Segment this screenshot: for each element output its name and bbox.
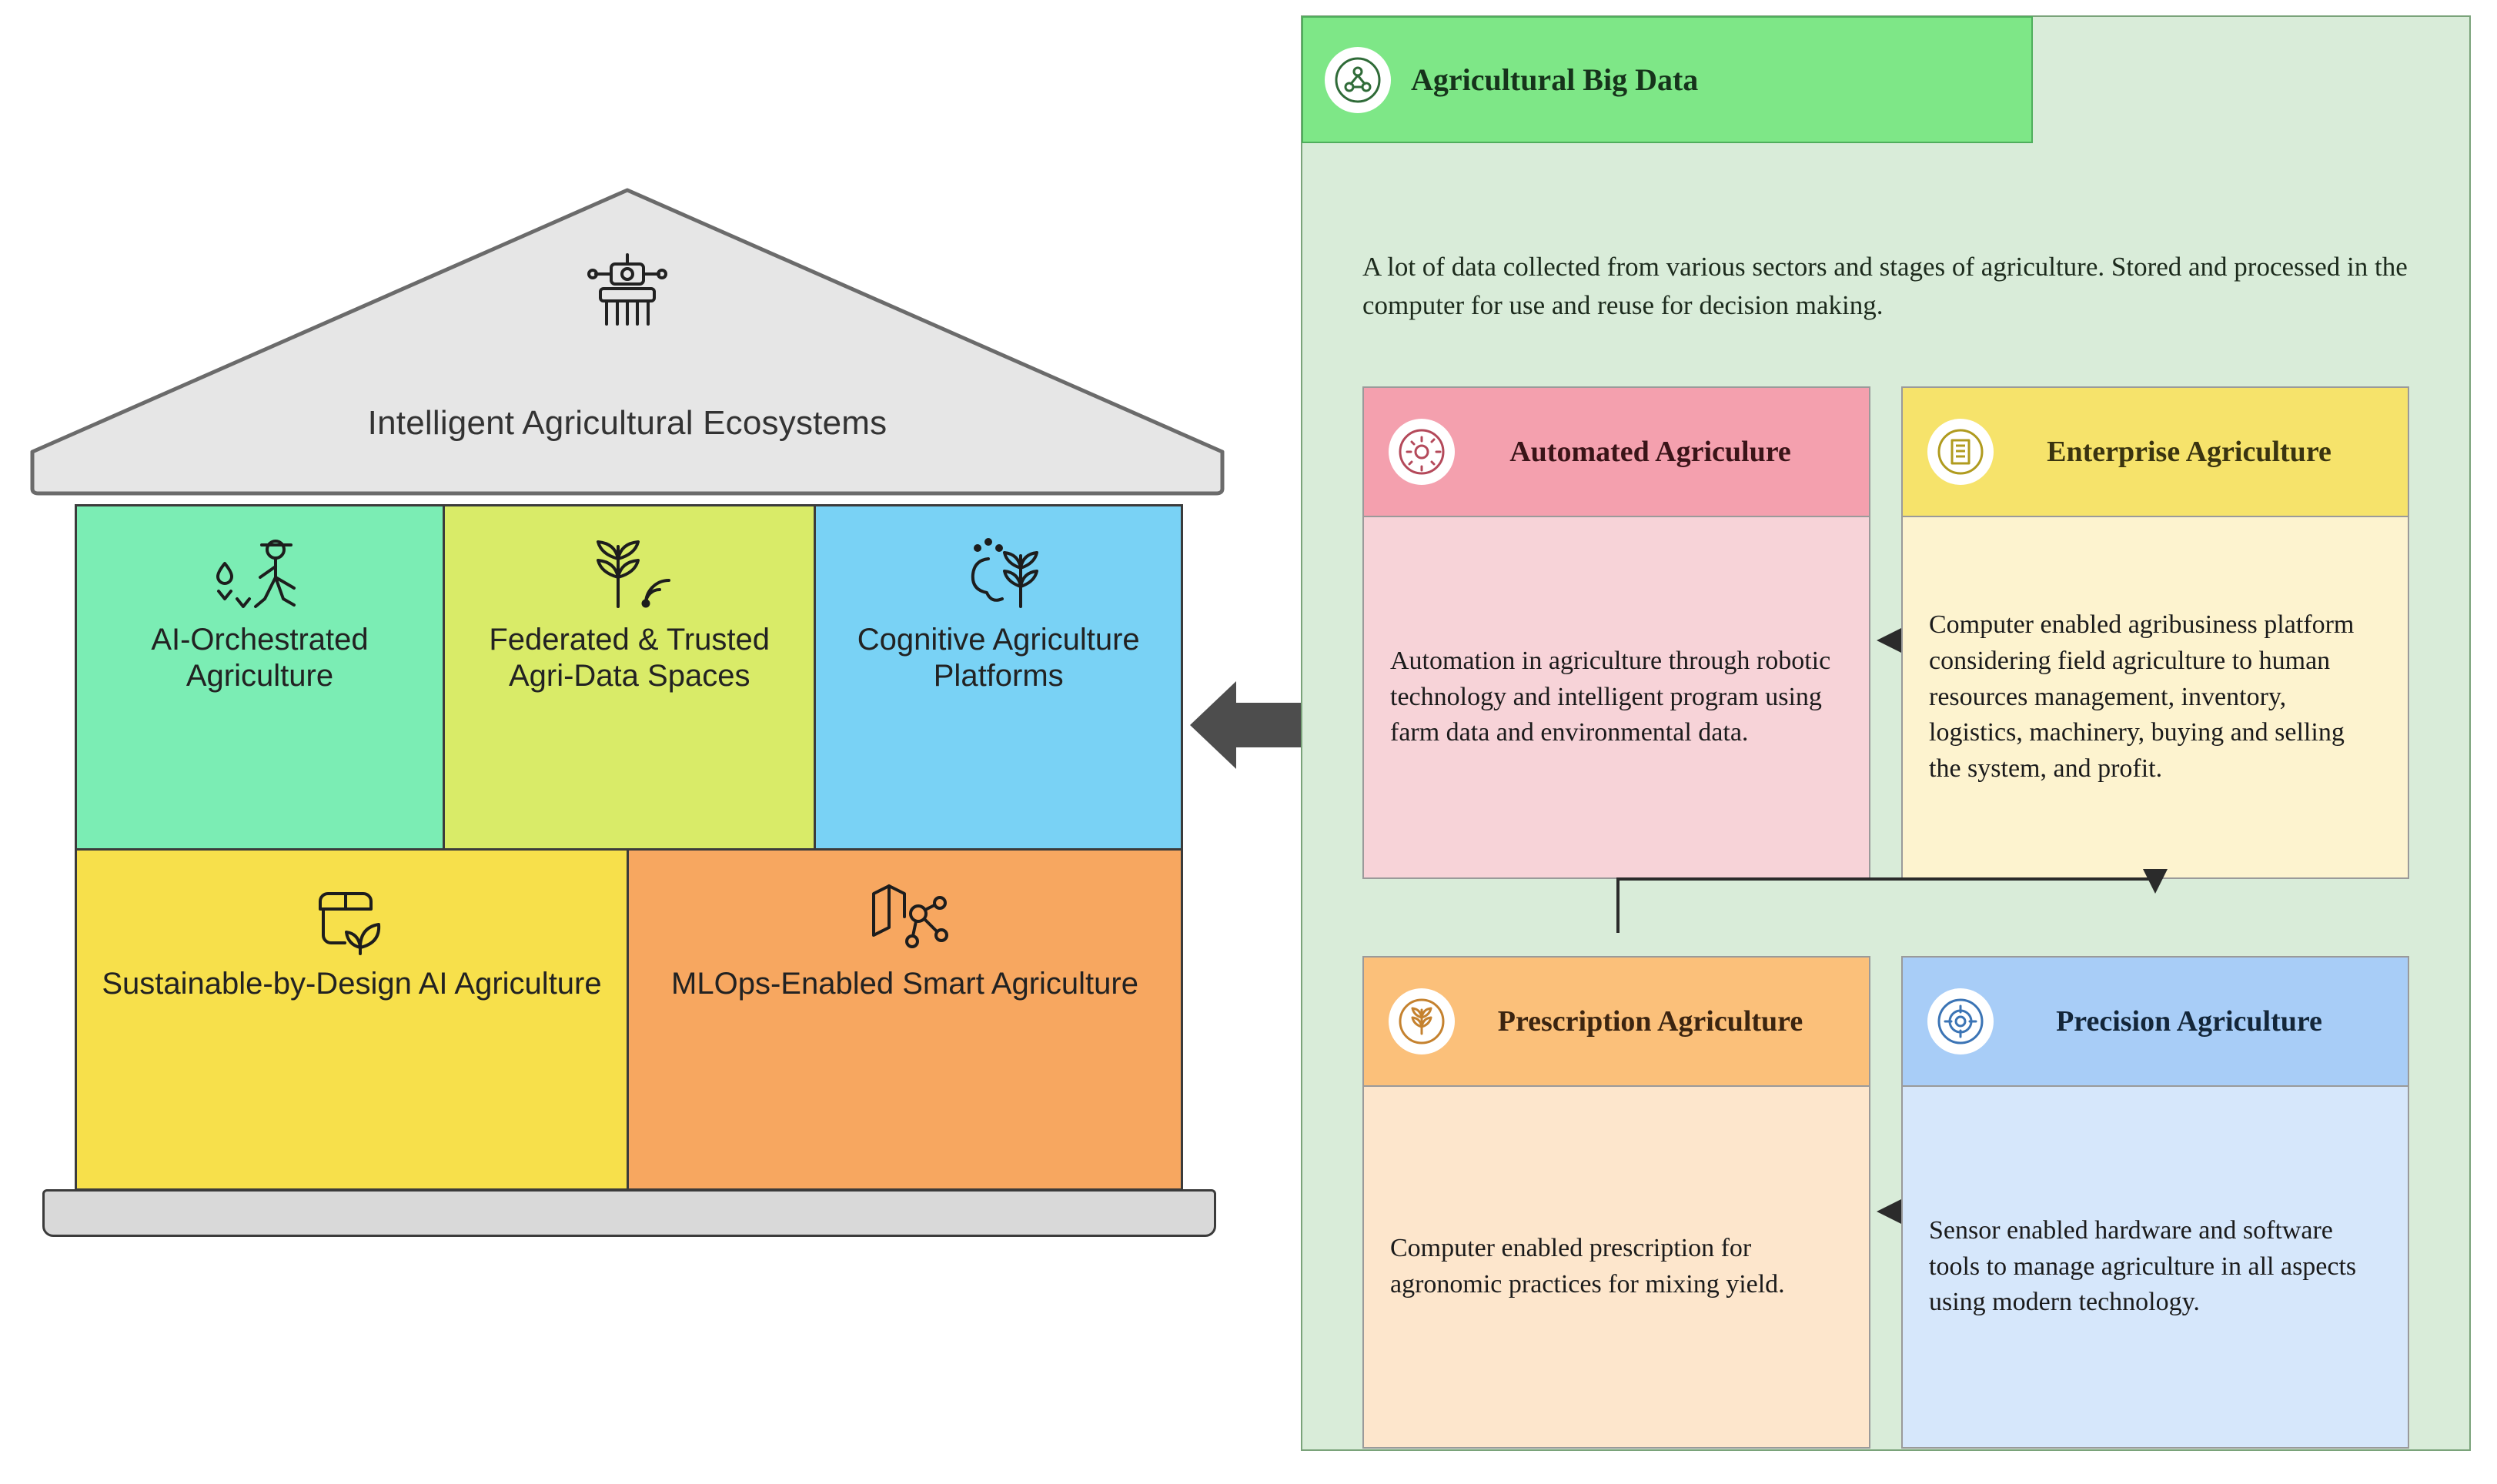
house-roof: [23, 181, 1232, 500]
tractor-icon: [577, 250, 677, 346]
house-base: [42, 1189, 1216, 1237]
pillar-cognitive-agriculture-platforms[interactable]: [814, 504, 1183, 851]
card-body: Computer enabled prescription for agronomic practices for mixing yield.: [1390, 1234, 1785, 1298]
card-title: Prescription Agriculture: [1497, 1005, 1803, 1038]
pillar-federated-trusted-agri-data-spaces[interactable]: [445, 504, 814, 851]
building-icon: [1927, 419, 1994, 485]
card-prescription-agriculture[interactable]: [1362, 956, 1870, 1449]
house-pillars: [75, 504, 1183, 1191]
pillar-row-bottom: [75, 851, 1183, 1191]
pillar-ai-orchestrated-agriculture[interactable]: [75, 504, 445, 851]
pillar-sustainable-by-design-ai-agriculture[interactable]: [75, 851, 629, 1191]
panel-header: [1302, 16, 2033, 143]
card-title: Automated Agriculure: [1509, 436, 1791, 468]
left-arrow-icon: [1185, 673, 1316, 777]
panel-description: A lot of data collected from various sectors and stages of agriculture. Stored and processed in the computer for use and reuse for decision making.: [1362, 252, 2408, 320]
wheat-icon: [1389, 988, 1455, 1055]
gear-refresh-icon: [1389, 419, 1455, 485]
card-title: Enterprise Agriculture: [2047, 436, 2332, 468]
target-icon: [1927, 988, 1994, 1055]
pillar-label: MLOps-Enabled Smart Agriculture: [671, 967, 1138, 1001]
card-header: [1364, 388, 1869, 517]
box-sprout-icon: [294, 877, 409, 961]
card-header: [1903, 958, 2408, 1087]
farmer-watering-icon: [202, 533, 317, 617]
card-title: Precision Agriculture: [2056, 1005, 2322, 1038]
pillar-row-top: [75, 504, 1183, 851]
card-body: Computer enabled agribusiness platform considering field agriculture to human resources management, inventory, logistics, machinery, buying and selling the system, and profit.: [1929, 610, 2355, 784]
card-automated-agriculture[interactable]: [1362, 386, 1870, 879]
pillar-mlops-enabled-smart-agriculture[interactable]: [629, 851, 1183, 1191]
pillar-label: Sustainable-by-Design AI Agriculture: [102, 967, 602, 1001]
pillar-label: Cognitive Agriculture Platforms: [857, 623, 1140, 694]
card-header: [1903, 388, 2408, 517]
agricultural-big-data-panel: [1301, 15, 2471, 1451]
card-body: Automation in agriculture through robotic technology and intelligent program using farm data and environmental data.: [1364, 517, 1869, 877]
panel-title: Agricultural Big Data: [1411, 62, 1699, 97]
data-network-icon: [1325, 47, 1391, 113]
card-enterprise-agriculture[interactable]: [1901, 386, 2409, 879]
plant-wifi-icon: [572, 533, 687, 617]
card-header: [1364, 958, 1869, 1087]
card-body: Sensor enabled hardware and software tools to manage agriculture in all aspects using modern technology.: [1929, 1215, 2357, 1317]
pillar-label: AI-Orchestrated Agriculture: [151, 623, 369, 694]
pillar-label: Federated & Trusted Agri-Data Spaces: [489, 623, 770, 694]
card-precision-agriculture[interactable]: [1901, 956, 2409, 1449]
map-network-icon: [847, 877, 963, 961]
arrow-prescription-to-enterprise: [1618, 879, 2155, 933]
roof-label: Intelligent Agricultural Ecosystems: [367, 404, 887, 442]
brain-wheat-icon: [941, 533, 1056, 617]
